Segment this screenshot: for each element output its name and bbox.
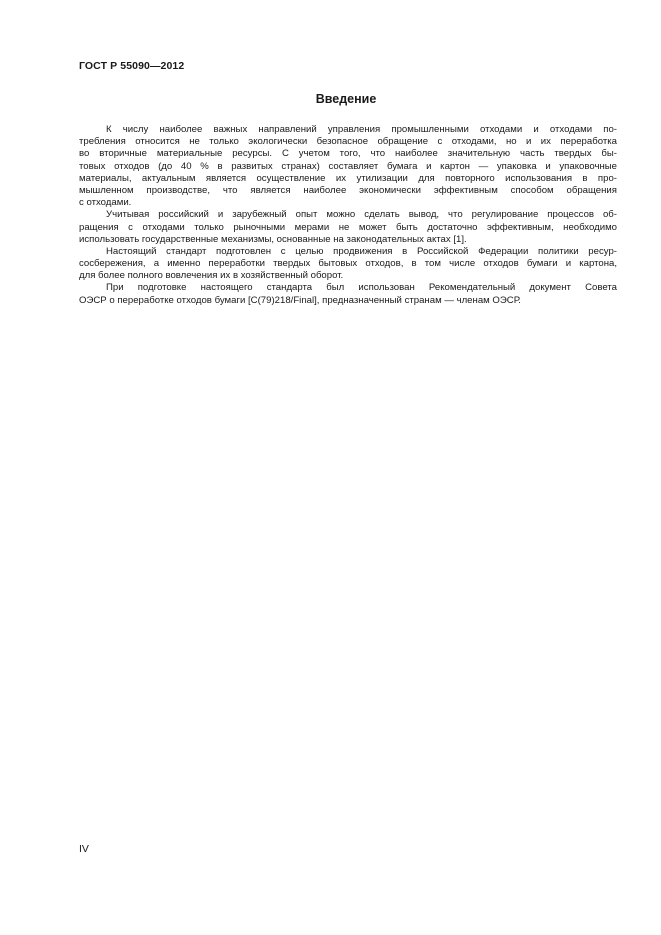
- paragraph-1-line-6: мышленном производстве, что является наиболее экономически эффективным способом обращения: [79, 184, 617, 196]
- standard-code: ГОСТ Р 55090—2012: [79, 60, 185, 72]
- paragraph-2-line-1: Учитывая российский и зарубежный опыт можно сделать вывод, что регулирование процессов об-: [106, 209, 617, 221]
- paragraph-1-line-2: требления относится не только экологически безопасное обращение с отходами, но и их переработка: [79, 136, 617, 148]
- body-text: [79, 124, 617, 307]
- paragraph-4-line-2: ОЭСР о переработке отходов бумаги [C(79)218/Final], предназначенный странам — членам ОЭСР.: [79, 294, 521, 306]
- paragraph-1-line-4: товых отходов (до 40 % в развитых странах) составляет бумага и картон — упаковка и упаковочные: [79, 160, 617, 172]
- paragraph-1-line-7: с отходами.: [79, 197, 132, 209]
- paragraph-1-line-3: во вторичные материальные ресурсы. С учетом того, что наиболее значительную часть твердых бы-: [79, 148, 617, 160]
- paragraph-3-line-1: Настоящий стандарт подготовлен с целью продвижения в Российской Федерации политики ресур-: [106, 245, 617, 257]
- paragraph-3-line-2: сосбережения, а именно переработки твердых бытовых отходов, в том числе отходов бумаги и картона,: [79, 258, 617, 270]
- paragraph-2-line-2: ращения с отходами только рыночными мерами не может быть достаточно эффективным, необходимо: [79, 221, 617, 233]
- paragraph-3-line-3: для более полного вовлечения их в хозяйственный оборот.: [79, 270, 344, 282]
- page-number: IV: [79, 843, 89, 855]
- paragraph-1-line-5: материалы, актуальным является осуществление их утилизации для повторного использования в про-: [79, 172, 617, 184]
- section-title: Введение: [315, 92, 377, 106]
- paragraph-2-line-3: использовать государственные механизмы, основанные на законодательных актах [1].: [79, 233, 467, 245]
- paragraph-4-line-1: При подготовке настоящего стандарта был использован Рекомендательный документ Совета: [106, 282, 617, 294]
- paragraph-1-line-1: К числу наиболее важных направлений управления промышленными отходами и отходами по-: [106, 124, 617, 135]
